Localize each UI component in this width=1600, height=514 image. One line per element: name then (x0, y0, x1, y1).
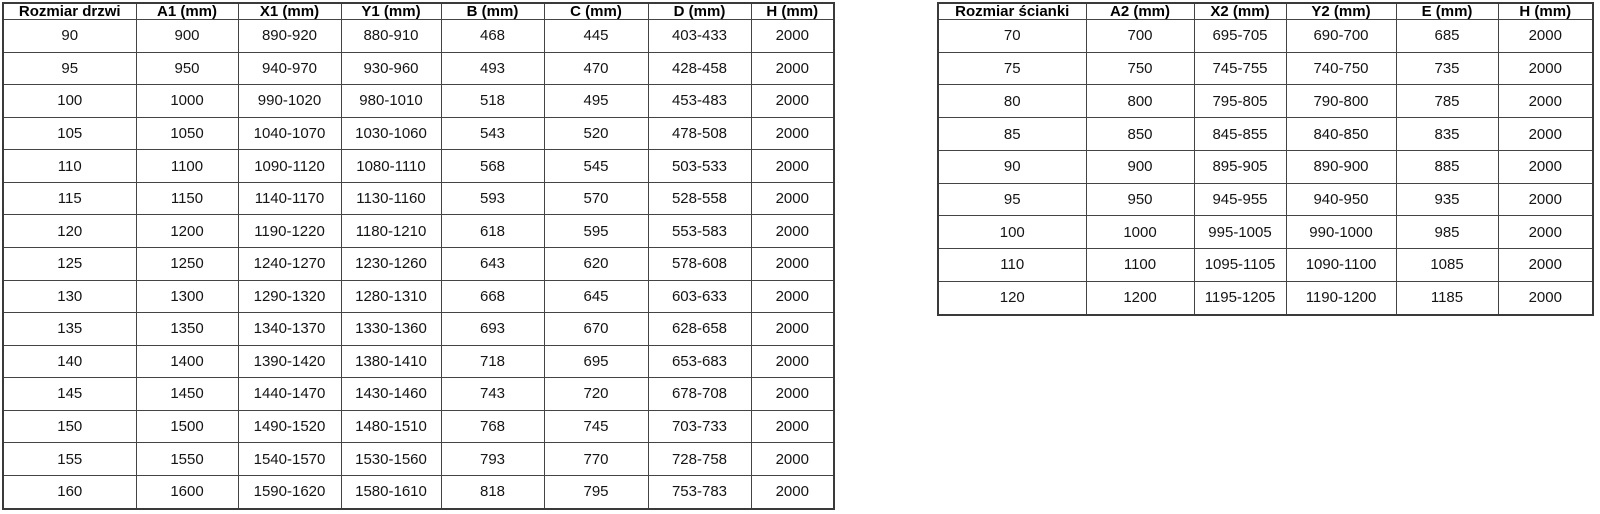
table-cell: 120 (3, 215, 136, 248)
table-cell: 160 (3, 475, 136, 509)
table-cell: 2000 (751, 410, 834, 443)
table-row (938, 216, 1593, 249)
table-cell: 1190-1200 (1286, 281, 1396, 315)
table-cell: 1230-1260 (341, 247, 441, 280)
table-cell: 718 (441, 345, 544, 378)
table-cell: 1085 (1396, 249, 1498, 282)
table-cell: 570 (544, 182, 648, 215)
table-cell: 1150 (136, 182, 238, 215)
table-cell: 75 (938, 52, 1086, 85)
table-cell: 1580-1610 (341, 475, 441, 509)
table-cell: 95 (938, 183, 1086, 216)
table-cell: 1040-1070 (238, 117, 341, 150)
table-cell: 990-1000 (1286, 216, 1396, 249)
table-cell: 895-905 (1194, 150, 1286, 183)
table-cell: 145 (3, 378, 136, 411)
door-size-table (2, 2, 835, 510)
table-cell: 2000 (1498, 249, 1593, 282)
column-header: C (mm) (544, 3, 648, 20)
table-cell: 1000 (136, 85, 238, 118)
table-cell: 795-805 (1194, 85, 1286, 118)
table-cell: 130 (3, 280, 136, 313)
table-cell: 2000 (751, 313, 834, 346)
table-row (3, 117, 834, 150)
table-cell: 150 (3, 410, 136, 443)
table-cell: 845-855 (1194, 118, 1286, 151)
table-cell: 645 (544, 280, 648, 313)
column-header: Y2 (mm) (1286, 3, 1396, 20)
table-cell: 568 (441, 150, 544, 183)
table-cell: 1000 (1086, 216, 1194, 249)
table-cell: 740-750 (1286, 52, 1396, 85)
table-cell: 945-955 (1194, 183, 1286, 216)
column-header: B (mm) (441, 3, 544, 20)
table-cell: 85 (938, 118, 1086, 151)
table-cell: 695 (544, 345, 648, 378)
table-cell: 745 (544, 410, 648, 443)
table-cell: 1100 (136, 150, 238, 183)
table-cell: 750 (1086, 52, 1194, 85)
table-cell: 950 (136, 52, 238, 85)
table-cell: 835 (1396, 118, 1498, 151)
table-cell: 2000 (1498, 216, 1593, 249)
table-row (938, 281, 1593, 315)
table-cell: 900 (136, 20, 238, 53)
table-cell: 1550 (136, 443, 238, 476)
table-cell: 790-800 (1286, 85, 1396, 118)
table-cell: 890-900 (1286, 150, 1396, 183)
table-row (938, 150, 1593, 183)
table-cell: 618 (441, 215, 544, 248)
table-cell: 1140-1170 (238, 182, 341, 215)
column-header: A1 (mm) (136, 3, 238, 20)
table-cell: 1400 (136, 345, 238, 378)
table-cell: 1090-1100 (1286, 249, 1396, 282)
table-cell: 728-758 (648, 443, 751, 476)
table-cell: 753-783 (648, 475, 751, 509)
table-cell: 1050 (136, 117, 238, 150)
table-cell: 940-950 (1286, 183, 1396, 216)
table-cell: 1600 (136, 475, 238, 509)
table-cell: 1490-1520 (238, 410, 341, 443)
table-cell: 1200 (1086, 281, 1194, 315)
table-cell: 445 (544, 20, 648, 53)
table-cell: 495 (544, 85, 648, 118)
table-cell: 745-755 (1194, 52, 1286, 85)
table-cell: 2000 (751, 52, 834, 85)
table-cell: 735 (1396, 52, 1498, 85)
table-cell: 2000 (751, 150, 834, 183)
table-row (938, 183, 1593, 216)
table-cell: 100 (3, 85, 136, 118)
table-cell: 980-1010 (341, 85, 441, 118)
table-cell: 2000 (751, 117, 834, 150)
table-cell: 2000 (751, 20, 834, 53)
table-cell: 135 (3, 313, 136, 346)
table-cell: 800 (1086, 85, 1194, 118)
table-cell: 668 (441, 280, 544, 313)
table-cell: 2000 (1498, 85, 1593, 118)
table-cell: 2000 (1498, 281, 1593, 315)
table-cell: 90 (3, 20, 136, 53)
table-cell: 1280-1310 (341, 280, 441, 313)
table-cell: 1290-1320 (238, 280, 341, 313)
table-cell: 795 (544, 475, 648, 509)
table-cell: 1250 (136, 247, 238, 280)
table-cell: 503-533 (648, 150, 751, 183)
table-cell: 2000 (1498, 118, 1593, 151)
table-cell: 720 (544, 378, 648, 411)
table-cell: 595 (544, 215, 648, 248)
table-cell: 2000 (1498, 183, 1593, 216)
table-cell: 468 (441, 20, 544, 53)
table-cell: 685 (1396, 20, 1498, 53)
column-header: A2 (mm) (1086, 3, 1194, 20)
header-row (938, 3, 1593, 20)
table-cell: 703-733 (648, 410, 751, 443)
table-row (3, 345, 834, 378)
table-row (938, 20, 1593, 53)
column-header: X2 (mm) (1194, 3, 1286, 20)
table-cell: 1030-1060 (341, 117, 441, 150)
column-header: E (mm) (1396, 3, 1498, 20)
table-cell: 478-508 (648, 117, 751, 150)
table-cell: 553-583 (648, 215, 751, 248)
table-cell: 2000 (751, 247, 834, 280)
table-row (3, 475, 834, 509)
table-cell: 155 (3, 443, 136, 476)
table-cell: 1100 (1086, 249, 1194, 282)
header-row (3, 3, 834, 20)
table-cell: 930-960 (341, 52, 441, 85)
table-cell: 1480-1510 (341, 410, 441, 443)
table-row (938, 85, 1593, 118)
table-cell: 1330-1360 (341, 313, 441, 346)
table-cell: 520 (544, 117, 648, 150)
table-cell: 1185 (1396, 281, 1498, 315)
table-cell: 695-705 (1194, 20, 1286, 53)
table-cell: 110 (3, 150, 136, 183)
table-cell: 80 (938, 85, 1086, 118)
table-cell: 785 (1396, 85, 1498, 118)
table-cell: 1590-1620 (238, 475, 341, 509)
table-cell: 643 (441, 247, 544, 280)
table-cell: 2000 (751, 345, 834, 378)
table-cell: 1195-1205 (1194, 281, 1286, 315)
table-cell: 1450 (136, 378, 238, 411)
table-cell: 1190-1220 (238, 215, 341, 248)
table-cell: 518 (441, 85, 544, 118)
table-cell: 935 (1396, 183, 1498, 216)
table-cell: 1430-1460 (341, 378, 441, 411)
table-cell: 2000 (1498, 20, 1593, 53)
table-row (938, 52, 1593, 85)
table-row (938, 118, 1593, 151)
table-cell: 620 (544, 247, 648, 280)
column-header: D (mm) (648, 3, 751, 20)
table-cell: 770 (544, 443, 648, 476)
table-cell: 2000 (751, 182, 834, 215)
table-cell: 1095-1105 (1194, 249, 1286, 282)
table-cell: 2000 (751, 280, 834, 313)
table-row (3, 85, 834, 118)
table-cell: 985 (1396, 216, 1498, 249)
table-cell: 1340-1370 (238, 313, 341, 346)
table-row (938, 249, 1593, 282)
table-cell: 545 (544, 150, 648, 183)
table-cell: 940-970 (238, 52, 341, 85)
table-cell: 1500 (136, 410, 238, 443)
table-cell: 470 (544, 52, 648, 85)
table-row (3, 280, 834, 313)
table-row (3, 215, 834, 248)
table-cell: 880-910 (341, 20, 441, 53)
table-cell: 1300 (136, 280, 238, 313)
table-cell: 90 (938, 150, 1086, 183)
table-cell: 140 (3, 345, 136, 378)
table-cell: 653-683 (648, 345, 751, 378)
table-cell: 1380-1410 (341, 345, 441, 378)
table-cell: 743 (441, 378, 544, 411)
table-cell: 428-458 (648, 52, 751, 85)
table-row (3, 150, 834, 183)
column-header: H (mm) (751, 3, 834, 20)
table-cell: 885 (1396, 150, 1498, 183)
table-cell: 578-608 (648, 247, 751, 280)
column-header: Rozmiar ścianki (938, 3, 1086, 20)
table-cell: 995-1005 (1194, 216, 1286, 249)
table-row (3, 313, 834, 346)
table-cell: 2000 (751, 85, 834, 118)
table-cell: 2000 (1498, 52, 1593, 85)
table-cell: 690-700 (1286, 20, 1396, 53)
table-cell: 1440-1470 (238, 378, 341, 411)
table-cell: 2000 (751, 378, 834, 411)
table-cell: 543 (441, 117, 544, 150)
door-size-table-container (2, 2, 835, 510)
table-cell: 678-708 (648, 378, 751, 411)
table-cell: 990-1020 (238, 85, 341, 118)
table-cell: 1540-1570 (238, 443, 341, 476)
table-row (3, 182, 834, 215)
table-cell: 593 (441, 182, 544, 215)
table-cell: 493 (441, 52, 544, 85)
table-cell: 105 (3, 117, 136, 150)
table-cell: 2000 (751, 215, 834, 248)
table-cell: 670 (544, 313, 648, 346)
table-row (3, 410, 834, 443)
table-cell: 1080-1110 (341, 150, 441, 183)
table-cell: 628-658 (648, 313, 751, 346)
column-header: H (mm) (1498, 3, 1593, 20)
table-cell: 1530-1560 (341, 443, 441, 476)
table-row (3, 20, 834, 53)
table-cell: 900 (1086, 150, 1194, 183)
table-cell: 95 (3, 52, 136, 85)
table-cell: 110 (938, 249, 1086, 282)
table-cell: 403-433 (648, 20, 751, 53)
table-cell: 1130-1160 (341, 182, 441, 215)
table-cell: 528-558 (648, 182, 751, 215)
table-cell: 2000 (751, 443, 834, 476)
table-cell: 115 (3, 182, 136, 215)
table-cell: 453-483 (648, 85, 751, 118)
table-cell: 70 (938, 20, 1086, 53)
table-cell: 125 (3, 247, 136, 280)
table-cell: 603-633 (648, 280, 751, 313)
table-cell: 768 (441, 410, 544, 443)
table-cell: 818 (441, 475, 544, 509)
table-cell: 100 (938, 216, 1086, 249)
table-row (3, 443, 834, 476)
table-cell: 1390-1420 (238, 345, 341, 378)
table-cell: 793 (441, 443, 544, 476)
table-cell: 2000 (751, 475, 834, 509)
column-header: Y1 (mm) (341, 3, 441, 20)
table-cell: 1350 (136, 313, 238, 346)
table-row (3, 378, 834, 411)
table-cell: 120 (938, 281, 1086, 315)
table-cell: 700 (1086, 20, 1194, 53)
table-cell: 1240-1270 (238, 247, 341, 280)
table-cell: 890-920 (238, 20, 341, 53)
table-row (3, 247, 834, 280)
table-row (3, 52, 834, 85)
table-cell: 840-850 (1286, 118, 1396, 151)
wall-size-table (937, 2, 1594, 316)
wall-size-table-container (937, 2, 1594, 316)
table-cell: 693 (441, 313, 544, 346)
table-cell: 1180-1210 (341, 215, 441, 248)
table-cell: 850 (1086, 118, 1194, 151)
column-header: Rozmiar drzwi (3, 3, 136, 20)
column-header: X1 (mm) (238, 3, 341, 20)
table-cell: 2000 (1498, 150, 1593, 183)
table-cell: 1200 (136, 215, 238, 248)
table-cell: 1090-1120 (238, 150, 341, 183)
table-cell: 950 (1086, 183, 1194, 216)
